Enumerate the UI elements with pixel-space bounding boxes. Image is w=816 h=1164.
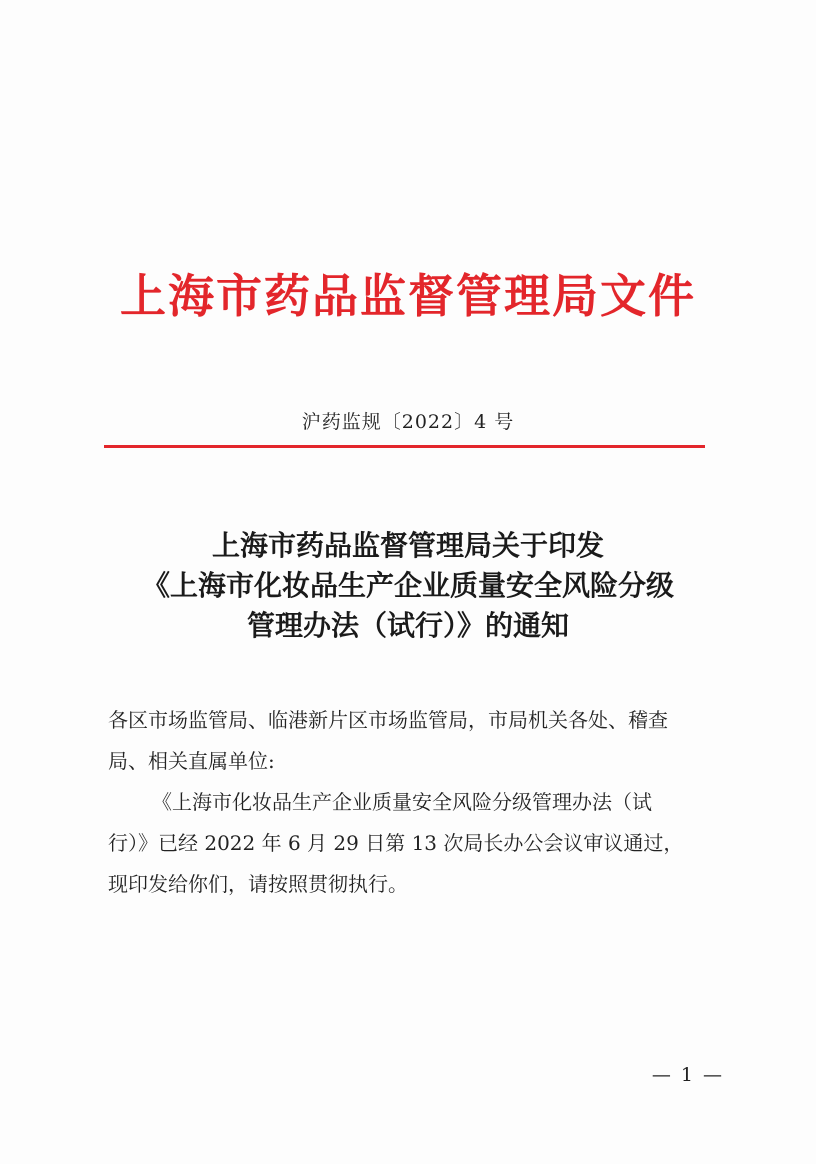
paragraph-line-2: 行）》已经 2022 年 6 月 29 日第 13 次局长办公会议审议通过， [108,831,684,855]
notice-title-line-2: 《上海市化妆品生产企业质量安全风险分级 [141,569,674,602]
page-number: — 1 — [651,1064,724,1086]
red-divider-line [104,445,705,448]
document-number: 沪药监规〔2022〕4 号 [301,411,515,433]
notice-title-line-3: 管理办法（试行）》的通知 [246,609,569,642]
recipients-line-2: 局、相关直属单位: [108,749,275,773]
paragraph-line-1: 《上海市化妆品生产企业质量安全风险分级管理办法（试 [152,790,652,814]
notice-body [108,700,720,905]
recipients-line-1: 各区市场监管局、临港新片区市场监管局，市局机关各处、稽查 [108,708,668,732]
document-header-title: 上海市药品监督管理局文件 [120,269,696,323]
notice-title [60,526,756,646]
paragraph-line-3: 现印发给你们，请按照贯彻执行。 [108,872,408,896]
notice-title-line-1: 上海市药品监督管理局关于印发 [211,529,604,562]
